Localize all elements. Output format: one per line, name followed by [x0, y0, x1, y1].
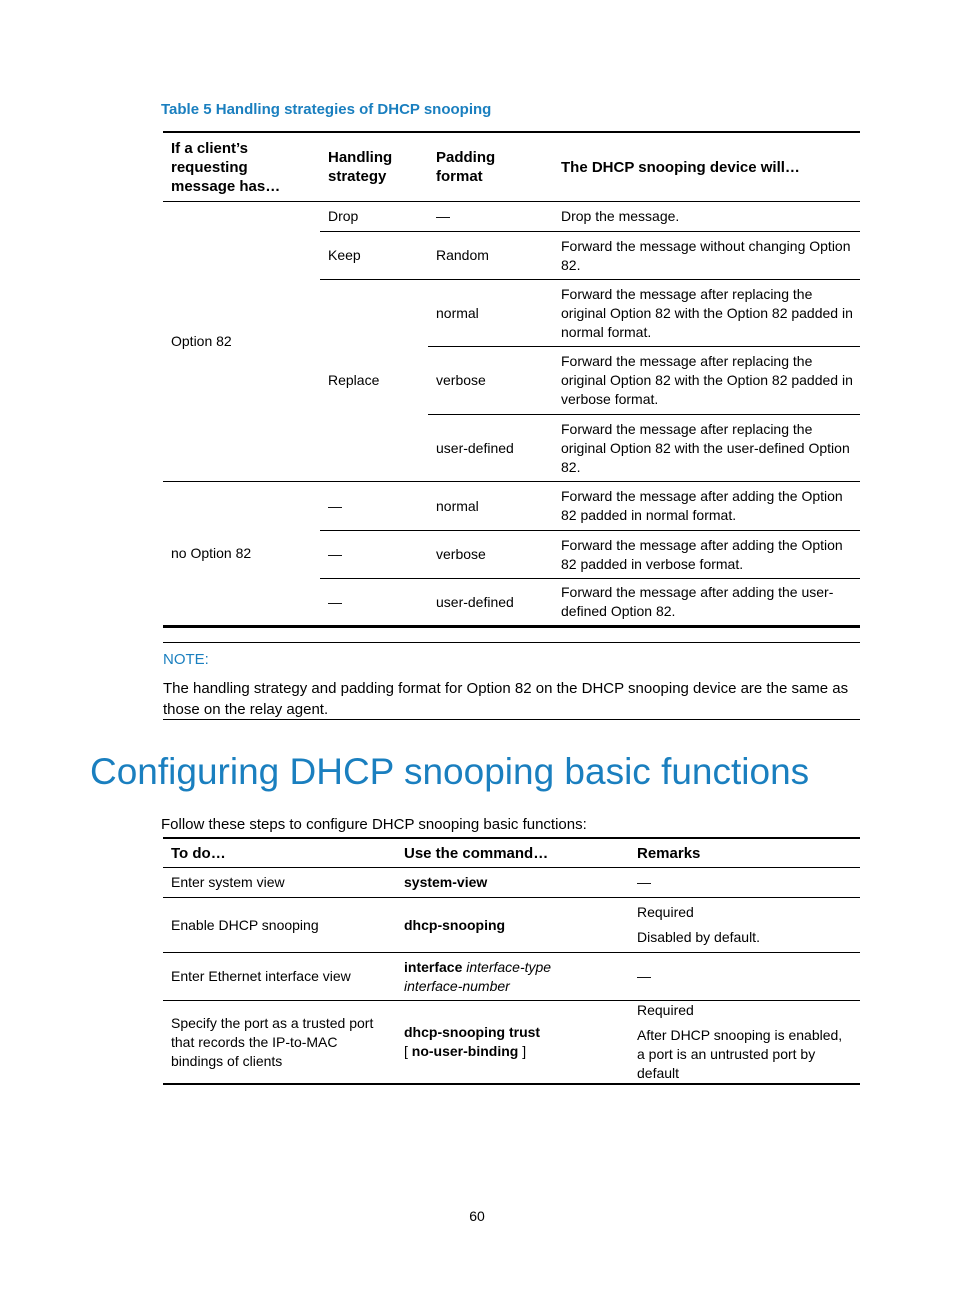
- cell-remarks: —: [629, 868, 860, 898]
- section-intro: Follow these steps to configure DHCP snooping basic functions:: [161, 816, 587, 833]
- command-keyword: dhcp-snooping trust: [404, 1024, 541, 1040]
- configuration-steps-table: [163, 837, 860, 1085]
- command-argument: interface-number: [404, 977, 510, 994]
- cell-action: Forward the message after adding the Option 82 padded in normal format.: [553, 482, 860, 531]
- header-command: Use the command…: [396, 838, 629, 868]
- cell-strategy: Keep: [320, 232, 428, 280]
- cell-strategy: Replace: [320, 280, 428, 482]
- cell-action: Forward the message after adding the user-defined Option 82.: [561, 584, 834, 619]
- table-row: [163, 898, 860, 953]
- cell-format: normal: [428, 482, 553, 531]
- cell-command: [396, 868, 629, 898]
- cell-action: Forward the message without changing Option 82.: [553, 232, 860, 280]
- header-client-message: If a client’s requesting message has…: [163, 132, 320, 202]
- cell-format: Random: [428, 232, 553, 280]
- cell-format: user-defined: [428, 415, 553, 482]
- cell-format: verbose: [428, 531, 553, 579]
- cell-action: Forward the message after replacing the original Option 82 with the Option 82 padded in normal format.: [553, 280, 860, 347]
- remark-line: After DHCP snooping is enabled, a port is an untrusted port by default: [637, 1027, 843, 1081]
- cell-strategy: Drop: [320, 202, 428, 232]
- cell-action: Forward the message after replacing the original Option 82 with the user-defined Option 82.: [553, 415, 860, 482]
- table-caption: Table 5 Handling strategies of DHCP snooping: [161, 101, 492, 118]
- note-divider-bottom: [163, 719, 860, 720]
- header-remarks: Remarks: [629, 838, 860, 868]
- cell-todo: Enable DHCP snooping: [163, 898, 396, 953]
- header-handling-strategy: Handling strategy: [320, 132, 428, 202]
- dhcp-snooping-strategies-table: [163, 131, 860, 628]
- header-padding-format: Padding format: [428, 132, 553, 202]
- cell-command: [396, 953, 629, 1001]
- cell-strategy: —: [328, 593, 342, 610]
- table-row: [163, 953, 860, 1001]
- cell-option-82: Option 82: [163, 202, 320, 482]
- cell-action: Forward the message after adding the Option 82 padded in verbose format.: [553, 531, 860, 579]
- cell-todo: Specify the port as a trusted port that records the IP-to-MAC bindings of clients: [171, 1014, 374, 1069]
- cell-action: Drop the message.: [553, 202, 860, 232]
- section-title: Configuring DHCP snooping basic functions: [90, 751, 810, 792]
- table-row: [163, 868, 860, 898]
- table-header-row: [163, 838, 860, 868]
- command-bracket: [: [404, 1043, 408, 1059]
- remark-line: Required: [637, 1002, 694, 1018]
- cell-todo: Enter system view: [163, 868, 396, 898]
- command-bracket: ]: [522, 1043, 527, 1059]
- table-row: [163, 482, 860, 531]
- note-text: The handling strategy and padding format for Option 82 on the DHCP snooping device are the same as those on the relay agent.: [163, 680, 849, 718]
- command-keyword: interface: [404, 958, 463, 975]
- command-keyword: dhcp-snooping: [404, 916, 506, 933]
- cell-format: user-defined: [436, 593, 514, 610]
- cell-remarks: —: [629, 953, 860, 1001]
- command-option: no-user-binding: [411, 1043, 519, 1059]
- note-divider-top: [163, 642, 860, 643]
- cell-format: normal: [428, 280, 553, 347]
- cell-format: —: [428, 202, 553, 232]
- cell-remarks: [629, 898, 860, 953]
- table-row: [163, 1001, 860, 1085]
- remark-line: Disabled by default.: [637, 929, 760, 945]
- command-argument: interface-type: [466, 958, 552, 975]
- cell-command: [396, 898, 629, 953]
- cell-no-option-82: no Option 82: [163, 482, 320, 627]
- cell-strategy: —: [320, 482, 428, 531]
- cell-strategy: —: [320, 531, 428, 579]
- cell-action: Forward the message after replacing the original Option 82 with the Option 82 padded in verbose format.: [553, 347, 860, 415]
- table-header-row: [163, 132, 860, 202]
- command-keyword: system-view: [404, 874, 488, 890]
- cell-todo: Enter Ethernet interface view: [163, 953, 396, 1001]
- page-number: 60: [469, 1208, 485, 1224]
- table-row: [163, 202, 860, 232]
- note-label: NOTE:: [163, 651, 209, 668]
- cell-command: [396, 1001, 629, 1085]
- header-to-do: To do…: [163, 838, 396, 868]
- cell-remarks: [629, 1001, 860, 1085]
- remark-line: Required: [637, 904, 694, 920]
- cell-format: verbose: [428, 347, 553, 415]
- header-device-action: The DHCP snooping device will…: [553, 132, 860, 202]
